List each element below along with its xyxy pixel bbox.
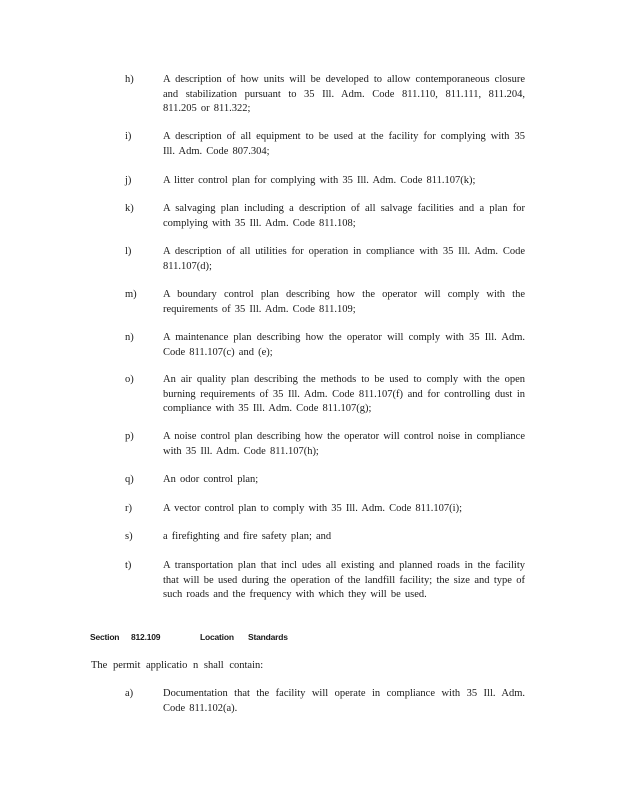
- item-text: A transportation plan that incl udes all existing and planned roads in the facility that will be used during the operation of the landfill facility; the size and type of such roads and the frequency with which they will be used.: [163, 560, 525, 600]
- item-label: h): [125, 74, 134, 85]
- item-text: A description of all utilities for operation in compliance with 35 Ill. Adm. Code 811.107(d);: [163, 246, 525, 272]
- item-text: A noise control plan describing how the operator will control noise in compliance with 35 Ill. Adm. Code 811.107(h);: [163, 431, 525, 457]
- section-title-standards: Standards: [248, 632, 288, 642]
- item-text: Documentation that the facility will operate in compliance with 35 Ill. Adm. Code 811.102(a).: [163, 688, 525, 714]
- item-text: A maintenance plan describing how the operator will comply with 35 Ill. Adm. Code 811.107(c) and (e);: [163, 332, 525, 358]
- section-title-location: Location: [200, 632, 234, 642]
- item-label: l): [125, 246, 132, 257]
- item-label: r): [125, 503, 132, 514]
- item-label: j): [125, 175, 132, 186]
- item-label: q): [125, 474, 134, 485]
- item-label: s): [125, 531, 133, 542]
- item-text: A boundary control plan describing how the operator will comply with the requirements of 35 Ill. Adm. Code 811.109;: [163, 289, 525, 315]
- item-label: o): [125, 374, 134, 385]
- item-text: An air quality plan describing the methods to be used to comply with the open burning requirements of 35 Ill. Adm. Code 811.107(f) and for controlling dust in compliance with 35 Ill. Adm. Code 811.107(g);: [163, 374, 525, 414]
- item-text: A vector control plan to comply with 35 Ill. Adm. Code 811.107(i);: [163, 503, 462, 514]
- item-text: A description of all equipment to be used at the facility for complying with 35 Ill. Adm. Code 807.304;: [163, 131, 525, 157]
- item-label: n): [125, 332, 134, 343]
- item-text: A description of how units will be developed to allow contemporaneous closure and stabilization pursuant to 35 Ill. Adm. Code 811.110, 811.111, 811.204, 811.205 or 811.322;: [163, 74, 525, 114]
- item-label: m): [125, 289, 137, 300]
- item-text: A litter control plan for complying with 35 Ill. Adm. Code 811.107(k);: [163, 175, 476, 186]
- section-number: 812.109: [131, 632, 161, 642]
- item-label: a): [125, 688, 134, 699]
- item-label: p): [125, 431, 134, 442]
- item-label: k): [125, 203, 134, 214]
- item-label: t): [125, 560, 132, 571]
- item-text: A salvaging plan including a description of all salvage facilities and a plan for complying with 35 Ill. Adm. Code 811.108;: [163, 203, 525, 229]
- item-text: a firefighting and fire safety plan; and: [163, 531, 332, 542]
- item-text: An odor control plan;: [163, 474, 259, 485]
- intro-paragraph: The permit applicatio n shall contain:: [91, 660, 264, 671]
- item-label: i): [125, 131, 132, 142]
- section-word: Section: [90, 632, 120, 642]
